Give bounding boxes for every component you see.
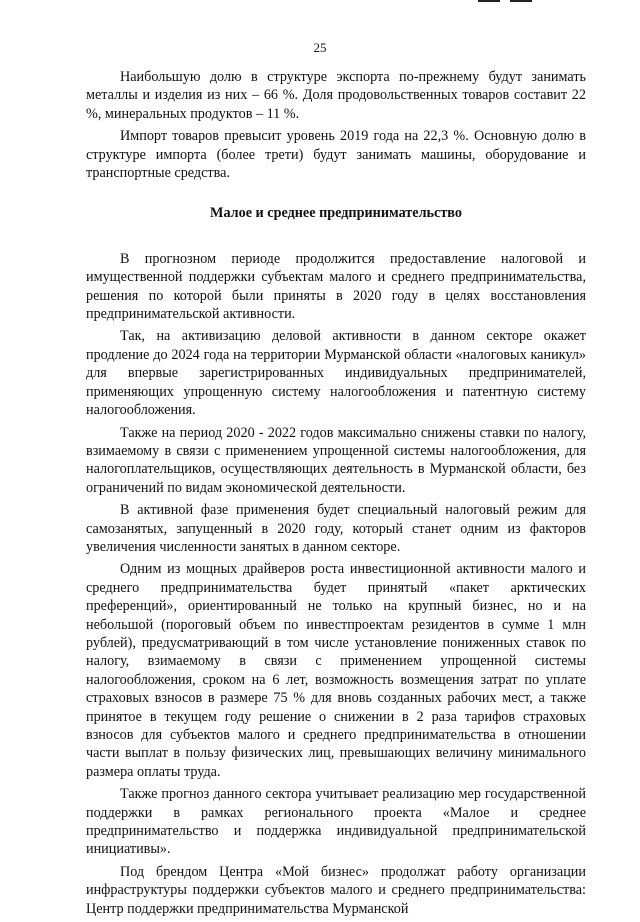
section-heading: Малое и среднее предпринимательство: [210, 205, 462, 222]
scan-mark: [478, 0, 500, 2]
paragraph: Так, на активизацию деловой активности в данном секторе окажет продление до 2024 года на территории Мурманской области «налоговых каникул» для впервые зарегистрированных индивидуальных предпринимателей, применяющих упрощенную систему налогообложения и патентную систему налогообложения.: [86, 328, 586, 419]
paragraph: Также на период 2020 - 2022 годов максимально снижены ставки по налогу, взимаемому в связи с применением упрощенной системы налогообложения, для налогоплательщиков, осуществляющих деятельность в Мурманской области, без ограничений по видам экономической деятельности.: [86, 424, 586, 496]
paragraph: В активной фазе применения будет специальный налоговый режим для самозанятых, запущенный в 2020 году, который станет одним из факторов увеличения численности занятых в данном секторе.: [86, 502, 586, 555]
paragraph-export: Наибольшую долю в структуре экспорта по-прежнему будут занимать металлы и изделия из них – 66 %. Доля продовольственных товаров составит 22 %, минеральных продуктов – 11 %.: [86, 69, 586, 122]
paragraph-import: Импорт товаров превысит уровень 2019 года на 22,3 %. Основную долю в структуре импорта (более трети) будут занимать машины, оборудование и транспортные средства.: [86, 128, 586, 182]
paragraph: Также прогноз данного сектора учитывает реализацию мер государственной поддержки в рамках регионального проекта «Малое и среднее предпринимательство и поддержка индивидуальной предпринимательской инициативы».: [86, 786, 586, 858]
paragraph: Под брендом Центра «Мой бизнес» продолжат работу организации инфраструктуры поддержки субъектов малого и среднего предпринимательства: Центр поддержки предпринимательства Мурманской: [86, 863, 586, 917]
paragraph: Одним из мощных драйверов роста инвестиционной активности малого и среднего предпринимательства будет принятый «пакет арктических преференций», ориентированный не только на крупный бизнес, но и на небольшой (пороговый объем по инвестпроектам резидентов в сумме 1 млн рублей), предусматривающий в том числе установление пониженных ставок по налогу, взимаемому в связи с применением упрощенной системы налогообложения, сроком на 6 лет, возможность возмещения затрат по уплате страховых взносов в размере 75 % для вновь созданных рабочих мест, а также принятое в текущем году решение о снижении в 2 раза тарифов страховых взносов для субъектов малого и среднего предпринимательства в отношении части выплат в пользу физических лиц, превышающих величину минимального размера оплаты труда.: [86, 561, 586, 780]
document-body: [86, 68, 586, 922]
paragraph: В прогнозном периоде продолжится предоставление налоговой и имущественной поддержки субъектам малого и среднего предпринимательства, решения по которой были приняты в 2020 году в целях восстановления предпринимательской активности.: [86, 250, 586, 323]
page-number: 25: [313, 40, 327, 55]
scan-mark: [510, 0, 532, 2]
